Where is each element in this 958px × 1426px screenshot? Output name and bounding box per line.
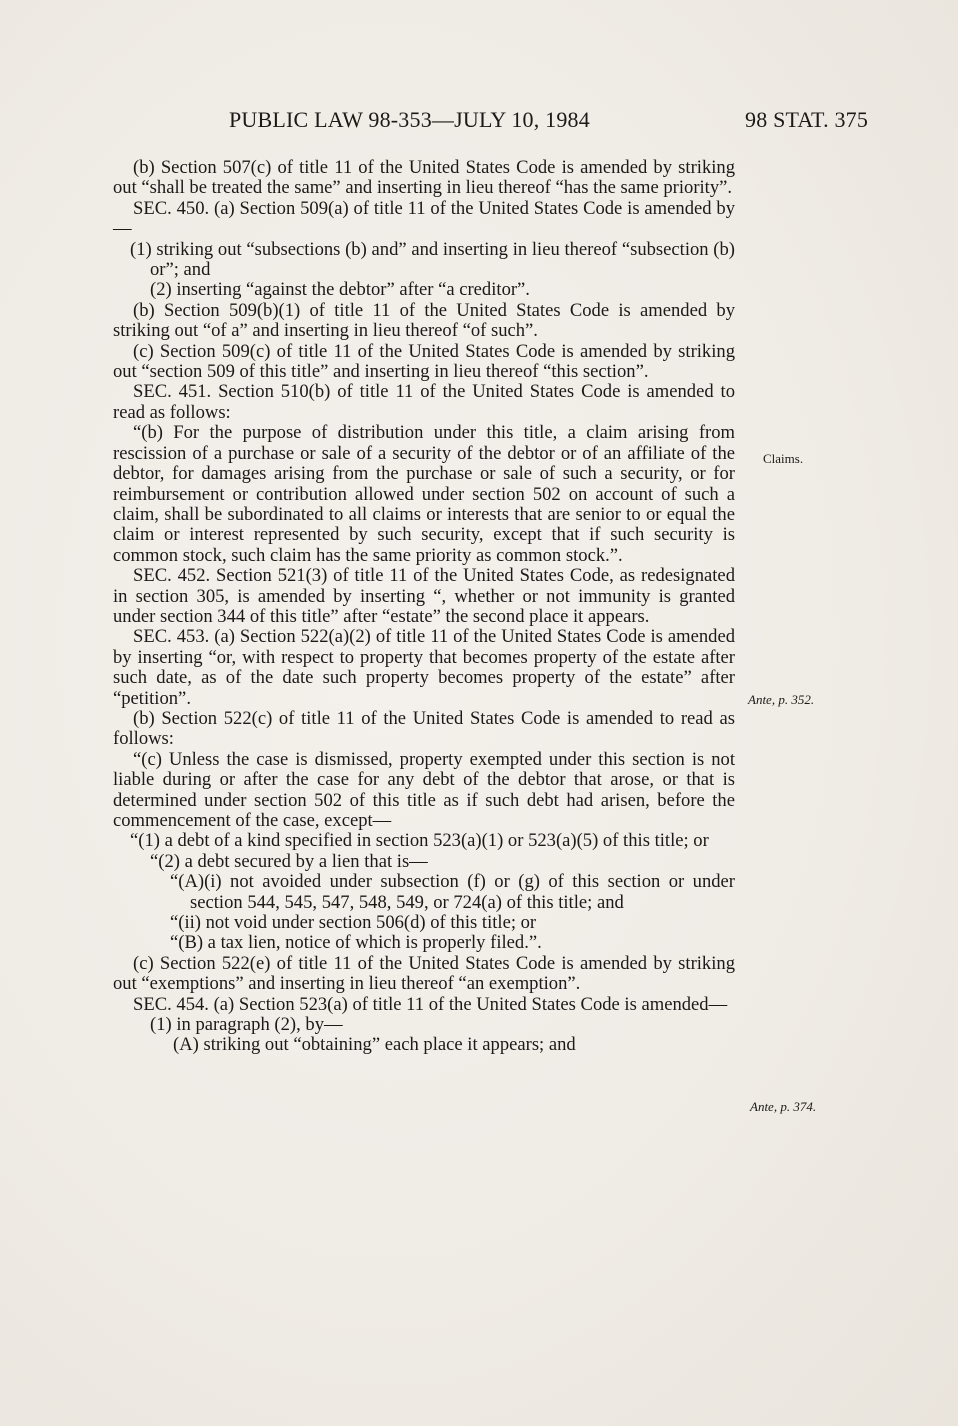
header-stat-page: 98 STAT. 375 <box>745 107 869 132</box>
section-454-paragraph: SEC. 454. (a) Section 523(a) of title 11 of the United States Code is amended— <box>133 993 728 1015</box>
paragraph: “(2) a debt secured by a lien that is— <box>150 850 428 872</box>
paragraph: (2) inserting “against the debtor” after “a creditor”. <box>150 279 530 301</box>
paragraph: “(c) Unless the case is dismissed, property exempted under this section is not liable during or after the case for any debt of the debtor that arose, or that is determined under section 502 of this title as if such debt had arisen, before the commencement of the case, except— <box>113 748 735 831</box>
paragraph: (1) in paragraph (2), by— <box>150 1014 343 1036</box>
paragraph: (b) Section 522(c) of title 11 of the United States Code is amended to read as follows: <box>113 707 735 750</box>
running-header <box>0 107 958 137</box>
section-450-paragraph: SEC. 450. (a) Section 509(a) of title 11 of the United States Code is amended by— <box>113 197 735 240</box>
section-453-paragraph: SEC. 453. (a) Section 522(a)(2) of title 11 of the United States Code is amended by inserting “or, with respect to property that becomes property of the estate after such date, as of the date such property becomes property of the estate” after “petition”. <box>113 626 735 709</box>
section-451-paragraph: SEC. 451. Section 510(b) of title 11 of the United States Code is amended to read as follows: <box>113 381 735 423</box>
paragraph: (c) Section 522(e) of title 11 of the United States Code is amended by striking out “exemptions” and inserting in lieu thereof “an exemption”. <box>113 952 735 995</box>
paragraph: (A) striking out “obtaining” each place it appears; and <box>173 1034 576 1056</box>
header-title: PUBLIC LAW 98-353—JULY 10, 1984 <box>229 107 590 132</box>
paragraph: (c) Section 509(c) of title 11 of the United States Code is amended by striking out “section 509 of this title” and inserting in lieu thereof “this section”. <box>113 340 735 383</box>
body-text <box>113 158 735 1056</box>
paragraph: “(B) a tax lien, notice of which is properly filed.”. <box>170 932 542 954</box>
paragraph: (b) Section 509(b)(1) of title 11 of the United States Code is amended by striking out “of a” and inserting in lieu thereof “of such”. <box>113 299 735 342</box>
paragraph: “(ii) not void under section 506(d) of this title; or <box>170 912 537 934</box>
paragraph: “(1) a debt of a kind specified in section 523(a)(1) or 523(a)(5) of this title; or <box>130 830 709 852</box>
paragraph: “(A)(i) not avoided under subsection (f) or (g) of this section or under section 544, 545, 547, 548, 549, or 724(a) of this title; and <box>170 871 735 913</box>
margin-note-claims: Claims. <box>763 451 804 466</box>
section-452-paragraph: SEC. 452. Section 521(3) of title 11 of the United States Code, as redesignated in section 305, is amended by inserting “, whether or not immunity is granted under section 344 of this title” after “estate” the second place it appears. <box>113 565 735 627</box>
margin-note-ante-374: Ante, p. 374. <box>750 1099 817 1114</box>
paragraph: (b) Section 507(c) of title 11 of the United States Code is amended by striking out “shall be treated the same” and inserting in lieu thereof “has the same priority”. <box>113 157 735 199</box>
paragraph: “(b) For the purpose of distribution under this title, a claim arising from rescission of a purchase or sale of a security of the debtor or of an affiliate of the debtor, for damages arising from the purchase or sale of such a security, or for reimbursement or contribution allowed under section 502 on account of such a claim, shall be subordinated to all claims or interests that are senior to or equal the claim or interest represented by such security, except that if such security is common stock, such claim has the same priority as common stock.”. <box>113 422 735 566</box>
margin-note-ante-352: Ante, p. 352. <box>748 692 815 707</box>
paragraph: (1) striking out “subsections (b) and” and inserting in lieu thereof “subsection (b) or”; and <box>130 238 735 281</box>
